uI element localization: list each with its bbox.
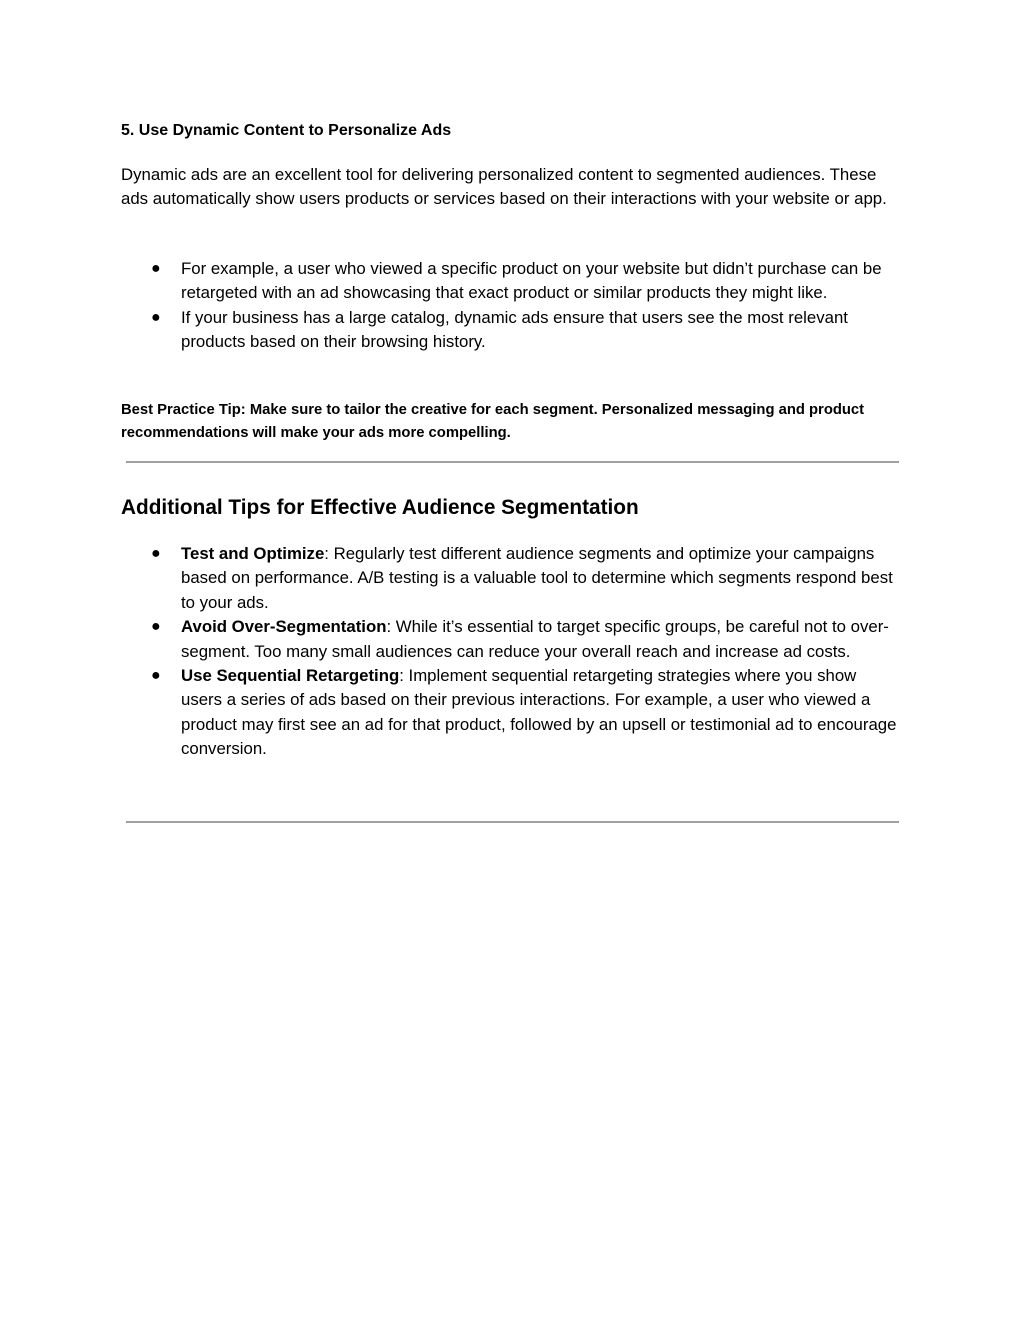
section-heading: 5. Use Dynamic Content to Personalize Ads [121,122,452,139]
tip-term: Test and Optimize [181,544,325,563]
list-item [121,306,896,355]
bullet-icon: ● [151,545,161,562]
tip-text: : Regularly test different audience segments and optimize your campaigns based on performance. A/B testing is a valuable tool to determine which segments respond best to your ads. [181,544,893,612]
list-item [121,615,901,664]
intro-paragraph: Dynamic ads are an excellent tool for delivering personalized content to segmented audiences. These ads automatically show users products or services based on their interactions with your website or app. [121,165,887,209]
list-item [121,257,896,306]
list-item [121,664,901,762]
bullet-icon: ● [151,260,161,277]
tip-text: : While it’s essential to target specific groups, be careful not to over-segment. Too many small audiences can reduce your overall reach and increase ad costs. [181,617,889,661]
tips-list [121,542,901,762]
list-item-text: For example, a user who viewed a specific product on your website but didn’t purchase can be retargeted with an ad showcasing that exact product or similar products they might like. [181,259,882,303]
tip-text: : Implement sequential retargeting strategies where you show users a series of ads based on their previous interactions. For example, a user who viewed a product may first see an ad for that product, followed by an upsell or testimonial ad to encourage conversion. [181,666,897,759]
tip-term: Use Sequential Retargeting [181,666,400,686]
bullet-icon: ● [151,308,161,326]
list-item [121,542,901,615]
divider [126,461,899,463]
tip-term: Avoid Over-Segmentation [181,617,387,637]
bullet-icon: ● [151,618,161,636]
divider [126,821,899,823]
bullet-icon: ● [151,667,161,685]
list-item-text: If your business has a large catalog, dynamic ads ensure that users see the most relevant products based on their browsing history. [181,307,848,352]
best-practice-tip: Best Practice Tip: Make sure to tailor the creative for each segment. Personalized messaging and product recommendations will make your ads more compelling. [121,402,865,441]
additional-tips-heading: Additional Tips for Effective Audience Segmentation [121,496,639,519]
example-list [121,257,896,355]
